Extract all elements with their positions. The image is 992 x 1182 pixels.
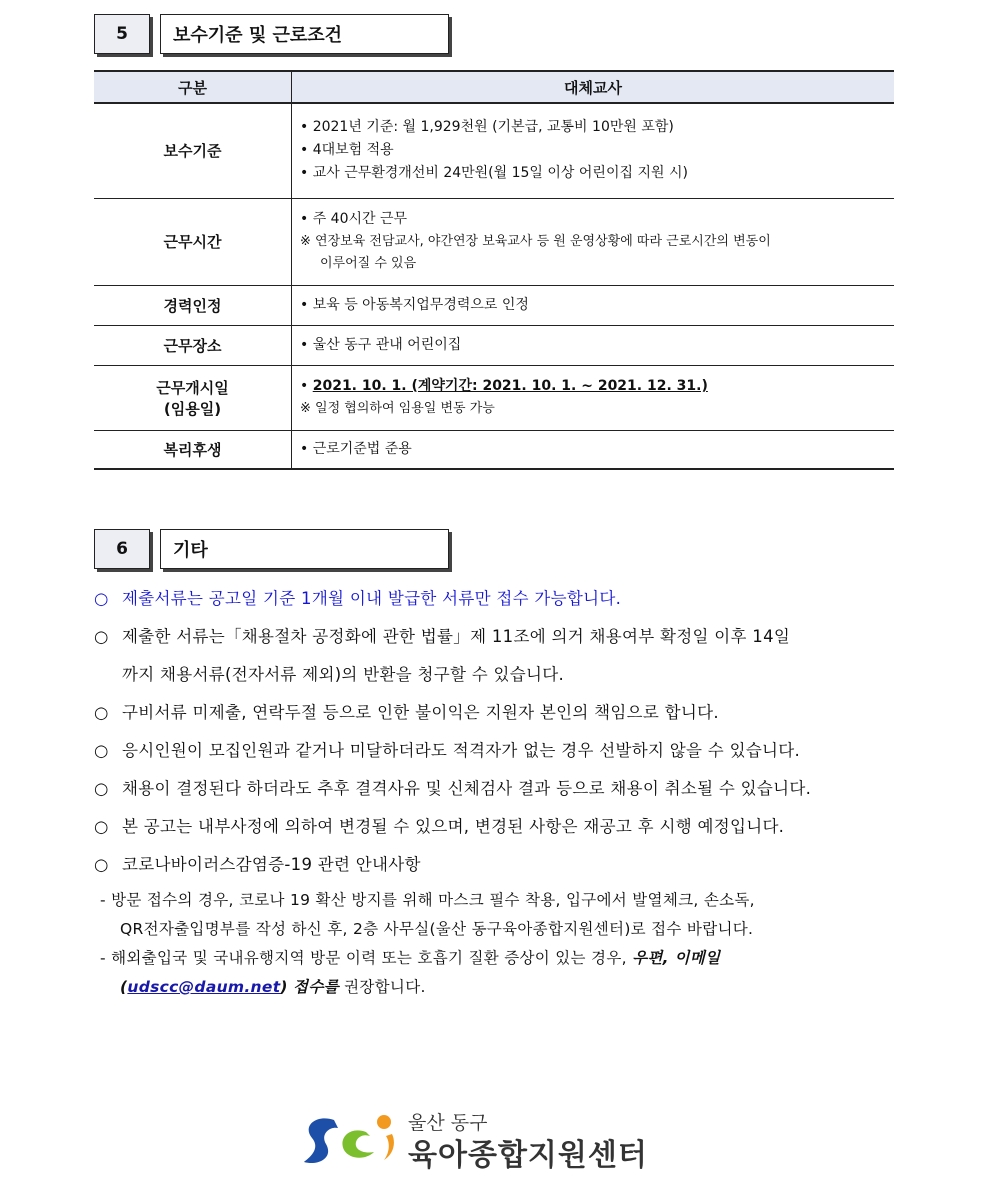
- row-content: [292, 285, 895, 325]
- list-item: [94, 618, 900, 694]
- table-header-row: [94, 71, 894, 103]
- note-text-continued: QR전자출입명부를 작성 하신 후, 2층 사무실(울산 동구육아종합지원센터)로 접수 바랍니다.: [120, 920, 754, 938]
- bullet: •: [300, 378, 309, 394]
- paren-close: ): [280, 978, 288, 996]
- column-header-substitute-teacher: 대체교사: [292, 71, 895, 103]
- note-text: 방문 접수의 경우, 코로나 19 확산 방지를 위해 마스크 필수 착용, 입구에서 발열체크, 손소독,: [111, 891, 755, 909]
- row-content: [292, 198, 895, 285]
- content-line: • 2021년 기준: 월 1,929천원 (기본급, 교통비 10만원 포함): [300, 119, 674, 136]
- section-number: 5: [94, 14, 150, 54]
- table-row: [94, 198, 894, 285]
- item-text: 구비서류 미제출, 연락두절 등으로 인한 불이익은 지원자 본인의 책임으로 합니다.: [122, 703, 719, 722]
- note-text-continued: [100, 973, 900, 1002]
- section-title: 보수기준 및 근로조건: [160, 14, 449, 54]
- circle-bullet-icon: ○: [94, 589, 109, 608]
- mail-email-emphasis: 우편, 이메일: [632, 949, 721, 967]
- circle-bullet-icon: ○: [94, 703, 109, 722]
- ending-text: 권장합니다.: [344, 978, 426, 996]
- row-content: [292, 103, 895, 198]
- conditions-table: [94, 70, 894, 470]
- table-row: [94, 285, 894, 325]
- list-item: [94, 808, 900, 846]
- circle-bullet-icon: ○: [94, 855, 109, 874]
- row-content: [292, 365, 895, 430]
- covid-note-visit: [94, 886, 900, 944]
- item-text: 제출서류는 공고일 기준 1개월 이내 발급한 서류만 접수 가능합니다.: [122, 589, 622, 608]
- content-line: [300, 375, 888, 398]
- start-date-text: 2021. 10. 1. (계약기간: 2021. 10. 1. ~ 2021. 12. 31.): [312, 378, 708, 394]
- dash-bullet: -: [100, 949, 106, 967]
- row-content: [292, 325, 895, 365]
- logo-mark-icon: [300, 1108, 404, 1170]
- row-label-line: 근무개시일: [156, 378, 229, 397]
- table-row: [94, 365, 894, 430]
- list-item: [94, 770, 900, 808]
- note-line: ※ 일정 협의하여 임용일 변동 가능: [300, 401, 495, 416]
- note-text: 해외출입국 및 국내유행지역 방문 이력 또는 호흡기 질환 증상이 있는 경우,: [111, 949, 627, 967]
- notice-list: [94, 580, 900, 1002]
- content-line: • 근로기준법 준용: [300, 440, 412, 457]
- center-logo: [300, 1108, 660, 1172]
- list-item: [94, 846, 900, 884]
- covid-note-overseas: [94, 944, 900, 1002]
- receive-emphasis: 접수를: [293, 978, 339, 996]
- table-row: [94, 325, 894, 365]
- circle-bullet-icon: ○: [94, 817, 109, 836]
- note-line: ※ 연장보육 전담교사, 야간연장 보육교사 등 원 운영상황에 따라 근로시간의 변동이: [300, 234, 771, 249]
- row-content: [292, 430, 895, 469]
- table-row: [94, 103, 894, 198]
- item-text: 본 공고는 내부사정에 의하여 변경될 수 있으며, 변경된 사항은 재공고 후 시행 예정입니다.: [122, 817, 785, 836]
- row-label: 복리후생: [94, 430, 292, 469]
- row-label: 근무장소: [94, 325, 292, 365]
- list-item: [94, 694, 900, 732]
- logo-subtitle: 울산 동구: [408, 1112, 488, 1134]
- row-label: 경력인정: [94, 285, 292, 325]
- circle-bullet-icon: ○: [94, 627, 109, 646]
- item-text: 채용이 결정된다 하더라도 추후 결격사유 및 신체검사 결과 등으로 채용이 취소될 수 있습니다.: [122, 779, 812, 798]
- section-number: 6: [94, 529, 150, 569]
- content-line: • 울산 동구 관내 어린이집: [300, 336, 462, 353]
- item-text: 응시인원이 모집인원과 같거나 미달하더라도 적격자가 없는 경우 선발하지 않을 수 있습니다.: [122, 741, 801, 760]
- list-item: [94, 580, 900, 618]
- circle-bullet-icon: ○: [94, 741, 109, 760]
- logo-title: 육아종합지원센터: [408, 1138, 648, 1173]
- row-label: 보수기준: [94, 103, 292, 198]
- content-line: • 주 40시간 근무: [300, 211, 408, 227]
- note-line-continued: 이루어질 수 있음: [320, 256, 417, 271]
- row-label: [94, 365, 292, 430]
- column-header-category: 구분: [94, 71, 292, 103]
- content-line: • 보육 등 아동복지업무경력으로 인정: [300, 296, 529, 313]
- dash-bullet: -: [100, 891, 106, 909]
- section-title: 기타: [160, 529, 449, 569]
- item-text: 코로나바이러스감염증-19 관련 안내사항: [122, 855, 421, 874]
- content-line: • 교사 근무환경개선비 24만원(월 15일 이상 어린이집 지원 시): [300, 165, 688, 182]
- list-item: [94, 732, 900, 770]
- row-label-line: (임용일): [163, 399, 222, 418]
- table-row: [94, 430, 894, 469]
- row-label: 근무시간: [94, 198, 292, 285]
- email-link[interactable]: udscc@daum.net: [127, 978, 281, 996]
- content-line: • 4대보험 적용: [300, 142, 394, 159]
- item-text-continued: 까지 채용서류(전자서류 제외)의 반환을 청구할 수 있습니다.: [122, 665, 565, 684]
- circle-bullet-icon: ○: [94, 779, 109, 798]
- item-text: 제출한 서류는「채용절차 공정화에 관한 법률」제 11조에 의거 채용여부 확정일 이후 14일: [122, 627, 791, 646]
- paren-open: (: [120, 978, 128, 996]
